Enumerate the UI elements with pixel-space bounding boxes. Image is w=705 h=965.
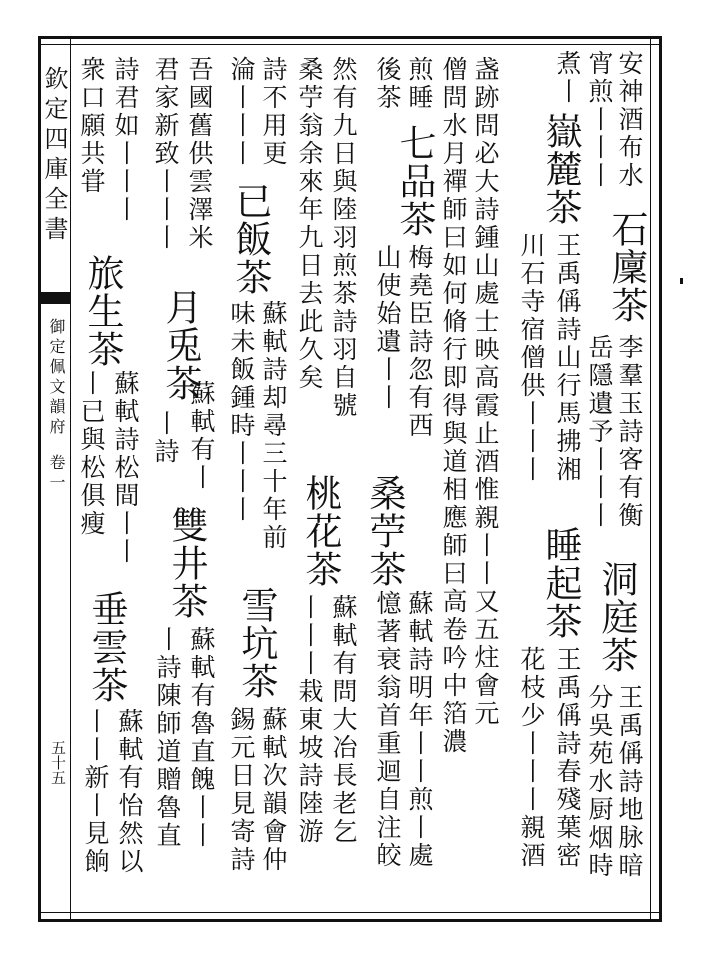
text-col-13a: 詩不用更 [259,56,288,168]
text-col-5: 盏跡問必大詩鍾山處士映高霞止酒惟親丨丨又五炷會元 [471,56,500,728]
headword-lvsheng-cha: 旅生茶 [81,254,124,368]
edge-mark [680,278,683,284]
volume-title: 御定佩文韻府 [47,318,66,438]
text-col-17a: 君家新致丨丨丨 [151,56,180,252]
text-col-19c: 蘇軾詩松間丨丨 [111,370,140,566]
text-col-6: 僧問水月禪師曰如何脩行即得與道相應師曰高卷吟中箔濃 [439,56,468,756]
margin-fishtail [38,292,70,304]
text-col-4b: 花枝少丨丨丨親酒 [517,646,546,870]
top-rule [38,44,662,45]
text-col-15a: 味未飯鍾時丨丨丨 [227,300,256,524]
text-col-1a: 安神酒布水 [615,50,644,190]
text-col-7a: 煎睡 [405,56,434,112]
text-col-18b: 丨詩陳師道贈魯直 [153,626,182,850]
text-col-16a: 吾國舊供雲澤米 [185,56,214,252]
text-col-14c: 蘇軾詩却尋三十年前 [259,300,288,552]
text-col-10: 然有九日與陸羽煎茶詩羽自號 [329,56,358,420]
text-col-16d: 蘇軾有魯直餽丨丨 [187,626,216,850]
text-col-3c: 王禹偁詩山行馬拂湘 [553,232,582,484]
headword-shilin-cha: 石廩茶 [605,210,648,324]
text-col-3a: 煮丨 [553,50,582,106]
text-col-17c: 蘇軾有丨 [187,380,216,492]
text-col-2a: 宵煎丨丨丨 [585,50,614,190]
text-col-3e: 王禹偁詩春殘葉密 [553,646,582,870]
text-col-11a: 桑苧翁余來年九日去此久矣 [295,56,324,392]
text-col-15b: 錫元日見寄詩 [227,706,256,874]
headword-yuetu-cha: 月兎茶 [159,288,202,402]
headword-yifan-cha: 已飯茶 [229,182,272,296]
text-col-20b: 丨已與松俱瘦 [77,370,106,538]
text-col-2b: 岳隱遺予丨丨丨 [585,334,614,530]
headword-qipin-cha: 七品茶 [393,124,436,238]
headword-chuiyun-cha: 垂雲茶 [85,590,128,704]
juan-number: 卷一 [47,454,66,494]
bottom-rule [38,912,662,913]
text-col-18a: 丨詩 [151,410,180,466]
text-col-20a: 衆口願共甞 [77,56,106,196]
text-col-19a: 詩君如丨丨丨 [111,56,140,224]
headword-yuelu-cha: 嶽麓茶 [539,112,582,226]
text-col-9b: 憶著衰翁首重迴自注皎 [373,590,402,870]
text-col-14a: 淪丨丨丨 [227,56,256,168]
text-col-2c: 分吳苑水厨烟時 [585,684,614,880]
text-col-19e: 蘇軾有怡然以 [115,708,144,876]
headword-dongting-cha: 洞庭茶 [595,560,638,674]
text-col-1e: 王禹偁詩地脉暗 [615,684,644,880]
book-title: 欽定四庫全書 [40,66,68,246]
headword-xuekeng-cha: 雪坑茶 [235,586,278,700]
text-col-13c: 蘇軾次韻會仲 [259,706,288,874]
text-col-8d: 蘇軾詩明年丨丨煎丨處 [405,590,434,870]
text-col-8a: 後茶 [373,56,402,112]
text-col-12a: 丨丨丨栽東坡詩陸游 [295,594,324,846]
text-col-1c: 李羣玉詩客有衡 [615,334,644,530]
text-col-8b: 山使始遺丨丨 [373,244,402,412]
page-number: 五十五 [49,740,67,785]
right-rule [650,36,651,922]
text-col-11c: 蘇軾有問大冶長老乞 [329,594,358,846]
headword-taohua-cha: 桃花茶 [299,474,342,588]
headword-shuiqi-cha: 睡起茶 [539,526,582,640]
text-col-20c: 丨丨新丨見餉 [81,708,110,876]
text-col-4a: 川石寺宿僧供丨丨丨 [517,232,546,484]
margin-rule [70,36,71,922]
headword-sangzhu-cha: 桑苧茶 [363,474,406,588]
text-col-7c: 梅堯臣詩忽有西 [405,244,434,440]
headword-shuangjing-cha: 雙井茶 [165,506,208,620]
